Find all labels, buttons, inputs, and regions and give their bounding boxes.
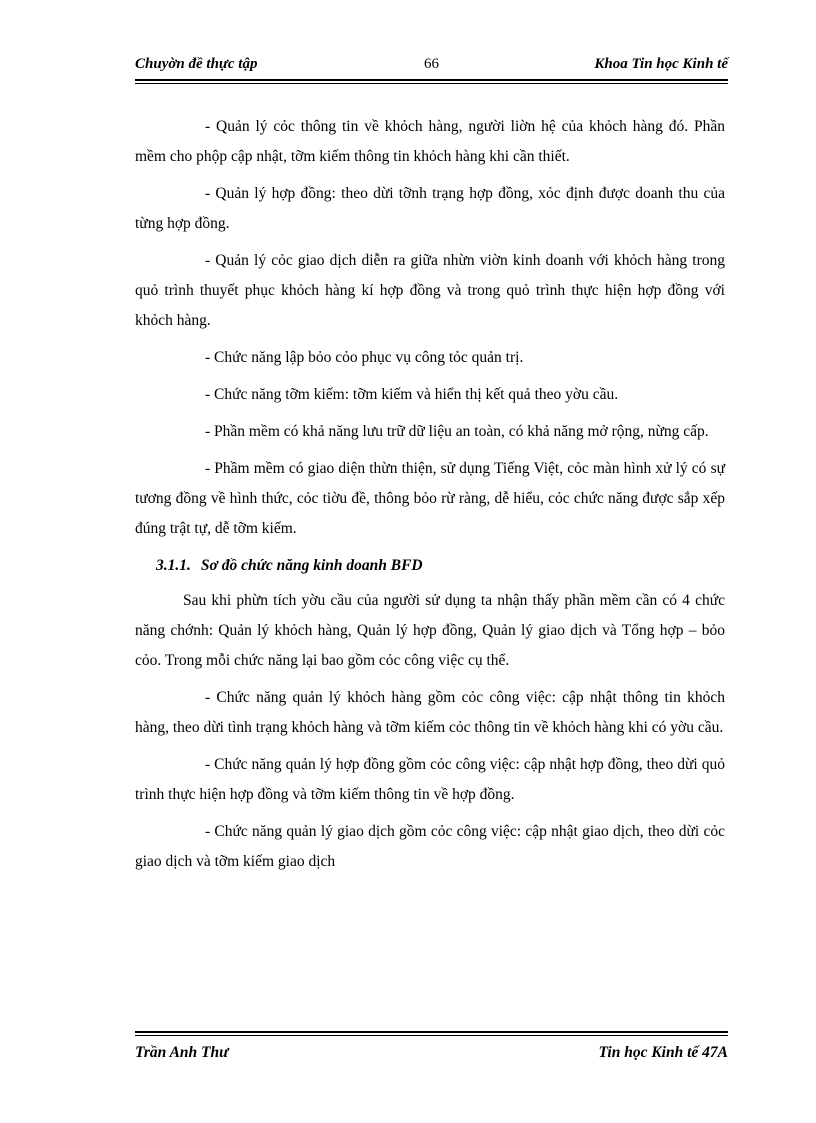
bullet-item: - Chức năng tỡm kiếm: tỡm kiếm và hiển thị kết quả theo yờu cầu. [205, 386, 619, 403]
bullet-item: - Quản lý cỏc thông tin về khỏch hàng, người liờn hệ của khỏch hàng đó. Phần mềm cho phộp cập nhật, tỡm kiếm thông tin khỏch hàng khi cần thiết. [135, 118, 725, 165]
bullet-item: - Phầm mềm có giao diện thừn thiện, sử dụng Tiếng Việt, cỏc màn hình xử lý có sự tương đồng về hình thức, cỏc tiờu đề, thông bỏo rừ ràng, dễ hiểu, cỏc chức năng được sắp xếp đúng trật tự, dễ tỡm kiếm. [135, 460, 725, 537]
page-number: 66 [424, 56, 439, 72]
footer-class: Tin học Kinh tế 47A [598, 1044, 728, 1061]
bullet-item: - Chức năng quản lý khỏch hàng gồm cỏc công việc: cập nhật thông tin khỏch hàng, theo dừi tình trạng khỏch hàng và tỡm kiếm cỏc thông tin về khỏch hàng khi có yờu cầu. [135, 689, 725, 736]
bullet-item: - Chức năng quản lý hợp đồng gồm cỏc công việc: cập nhật hợp đồng, theo dừi quỏ trình thực hiện hợp đồng và tỡm kiếm thông tin về hợp đồng. [135, 756, 725, 803]
header-divider [135, 79, 728, 84]
intro-paragraph: Sau khi phừn tích yờu cầu của người sử dụng ta nhận thấy phần mềm cần có 4 chức năng chớnh: Quản lý khỏch hàng, Quản lý hợp đồng, Quản lý giao dịch và Tổng hợp – bỏo cỏo. Trong mỗi chức năng lại bao gồm cỏc công việc cụ thể. [135, 592, 725, 669]
page-body [135, 112, 725, 884]
header-doc-title: Chuyờn đề thực tập [135, 56, 258, 72]
footer-divider [135, 1031, 728, 1036]
footer-author: Trần Anh Thư [135, 1044, 229, 1061]
section-heading [156, 551, 725, 581]
bullet-item: - Quản lý hợp đồng: theo dừi tỡnh trạng hợp đồng, xỏc định được doanh thu của từng hợp đồng. [135, 185, 725, 232]
header-department: Khoa Tin học Kinh tế [594, 56, 728, 72]
bullet-item: - Chức năng lập bỏo cỏo phục vụ công tỏc quản trị. [205, 349, 524, 366]
bullet-item: - Phần mềm có khả năng lưu trữ dữ liệu an toàn, có khả năng mở rộng, nừng cấp. [205, 423, 709, 440]
page-footer [135, 1044, 728, 1068]
page-header [135, 56, 728, 78]
bullet-item: - Chức năng quản lý giao dịch gồm cỏc công việc: cập nhật giao dịch, theo dừi cỏc giao dịch và tỡm kiếm giao dịch [135, 823, 725, 870]
section-number: 3.1.1. [156, 557, 191, 574]
section-title: Sơ đồ chức năng kinh doanh BFD [200, 557, 423, 574]
bullet-item: - Quản lý cỏc giao dịch diễn ra giữa nhừn viờn kinh doanh với khỏch hàng trong quỏ trình thuyết phục khỏch hàng kí hợp đồng và trong quỏ trình thực hiện hợp đồng với khỏch hàng. [135, 252, 725, 329]
